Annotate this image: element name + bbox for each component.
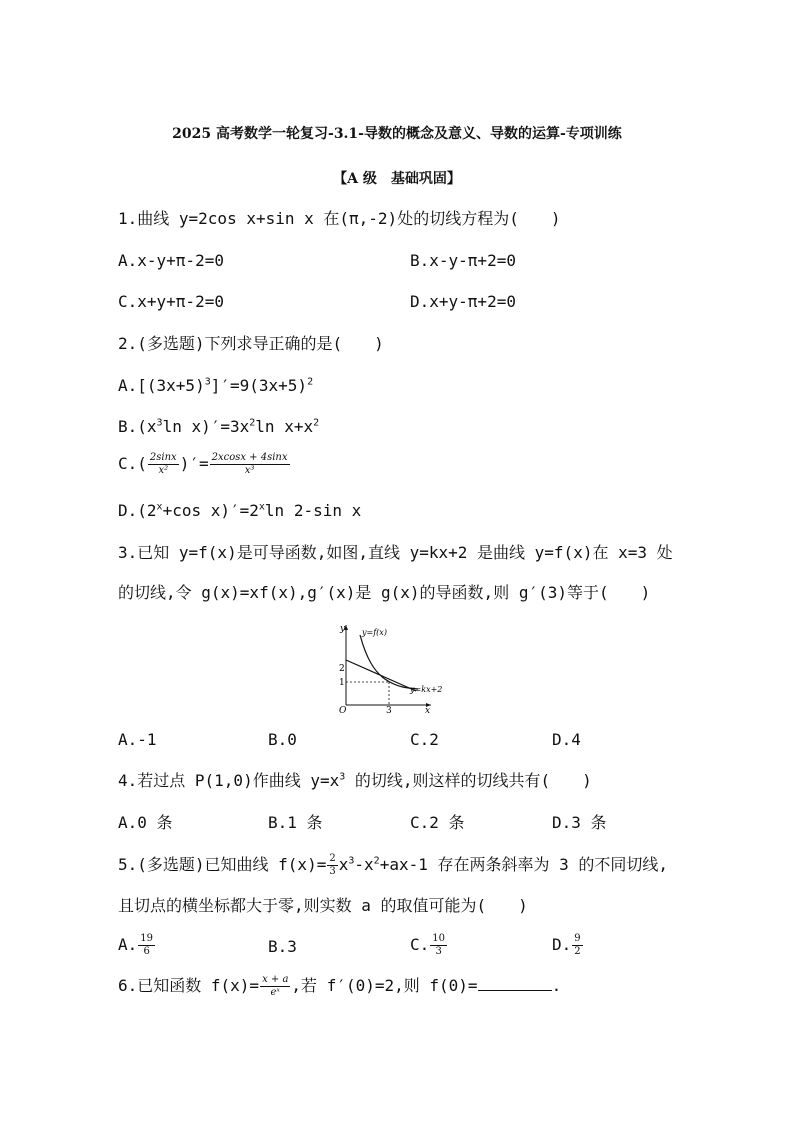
- x-tick-3: 3: [386, 706, 392, 713]
- question-2-stem: 2.(多选题)下列求导正确的是( ): [118, 334, 384, 353]
- y-tick-2: 2: [339, 664, 345, 674]
- origin-label: O: [339, 706, 347, 713]
- question-4-stem: 4.若过点 P(1,0)作曲线 $y=x^3$ 的切线,则这样的切线共有( ): [118, 771, 592, 790]
- question-2-option-b: $B.(x^3\ln$ $x)'=3x^2\ln$ $x+x^2$: [118, 417, 320, 436]
- question-1-option-b: B.x-y-π+2=0: [410, 251, 516, 270]
- question-5-stem-line-2: 且切点的横坐标都大于零,则实数 a 的取值可能为( ): [118, 896, 528, 915]
- question-2-option-c: C.( $\frac{2\sin x}{\text{x²}}$ )′= $\frac{2xcosx + 4\sin x}{\text{x³}}$: [118, 452, 288, 476]
- tangent-line: [346, 660, 416, 691]
- question-3-graph: [336, 621, 456, 713]
- question-3-option-d: D.4: [552, 730, 581, 749]
- curve-f: [360, 635, 418, 689]
- answer-blank[interactable]: [478, 976, 552, 991]
- y-axis-label: y: [340, 624, 346, 634]
- question-5-stem-line-1: 5.(多选题)已知曲线 f(x)= $\frac{2}{3}$ $x^3-x^2+ax-1$ 存在两条斜率为 3 的不同切线,: [118, 853, 669, 877]
- y-tick-1: 1: [339, 678, 345, 688]
- question-1-stem: 1.曲线 y=2cos x+sin x 在(π,-2)处的切线方程为( ): [118, 209, 561, 228]
- question-4-option-c: C.2 条: [410, 813, 465, 832]
- question-5-option-c: C. $\frac{10}{3}$: [410, 933, 445, 957]
- question-3-stem-line-1: 3.已知 y=f(x)是可导函数,如图,直线 y=kx+2 是曲线 y=f(x)在 x=3 处: [118, 543, 673, 562]
- question-1-option-a: A.x-y+π-2=0: [118, 251, 224, 270]
- question-4-option-d: D.3 条: [552, 813, 607, 832]
- page-title: 2025 高考数学一轮复习-3.1-导数的概念及意义、导数的运算-专项训练: [172, 126, 622, 142]
- question-5-option-d: D. $\frac{9}{2}$: [552, 933, 581, 957]
- question-3-option-b: B.0: [268, 730, 297, 749]
- question-1-option-d: D.x+y-π+2=0: [410, 292, 516, 311]
- curve-label: y=f(x): [362, 628, 387, 637]
- question-5-option-a: A. $\frac{19}{6}$: [118, 933, 153, 957]
- x-axis-label: x: [425, 706, 431, 713]
- question-4-option-b: B.1 条: [268, 813, 323, 832]
- line-label: y=kx+2: [410, 685, 443, 694]
- question-2-option-d: $D.(2^x+\cos$ $x)'=2^x\ln$ 2-sin x: [118, 501, 362, 520]
- question-3-stem-line-2: 的切线,令 g(x)=xf(x),g′(x)是 g(x)的导函数,则 g′(3)等于( ): [118, 583, 651, 602]
- question-2-option-a: $A.[(3x+5)^3]'=9(3x+5)^2$: [118, 376, 314, 395]
- question-1-option-c: C.x+y+π-2=0: [118, 292, 224, 311]
- section-heading: 【A 级 基础巩固】: [333, 171, 461, 187]
- question-6-stem: 6.已知函数 f(x)= $\frac{x + a}{\text{eˣ}}$ ,若 f′(0)=2,则 f(0)= .: [118, 974, 562, 998]
- question-5-option-b: B.3: [268, 937, 297, 956]
- question-3-option-c: C.2: [410, 730, 439, 749]
- question-3-option-a: A.-1: [118, 730, 157, 749]
- question-4-option-a: A.0 条: [118, 813, 173, 832]
